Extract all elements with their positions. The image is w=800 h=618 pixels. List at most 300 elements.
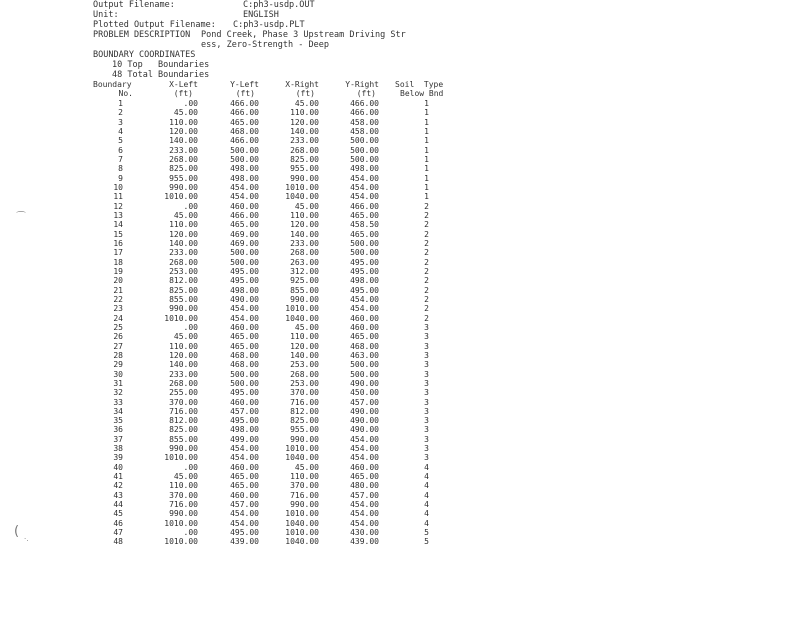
cell-st: 2 bbox=[424, 266, 429, 276]
table-row bbox=[0, 118, 800, 127]
cell-yr: 468.00 bbox=[350, 341, 379, 351]
table-row bbox=[0, 388, 800, 397]
table-row bbox=[0, 174, 800, 183]
cell-yr: 454.00 bbox=[350, 509, 379, 519]
table-row bbox=[0, 127, 800, 136]
cell-yr: 500.00 bbox=[350, 238, 379, 248]
cell-xl: 110.00 bbox=[169, 481, 198, 491]
cell-st: 1 bbox=[424, 192, 429, 202]
cell-xr: 1010.00 bbox=[285, 182, 319, 192]
table-row bbox=[0, 435, 800, 444]
cell-xr: 990.00 bbox=[290, 294, 319, 304]
cell-yr: 457.00 bbox=[350, 490, 379, 500]
cell-yl: 454.00 bbox=[230, 453, 259, 463]
cell-xr: 110.00 bbox=[290, 332, 319, 342]
cell-st: 1 bbox=[424, 145, 429, 155]
cell-xr: 716.00 bbox=[290, 397, 319, 407]
col-header-x-right-unit: (ft) bbox=[295, 89, 315, 98]
cell-no: 39 bbox=[113, 453, 123, 463]
cell-no: 18 bbox=[113, 257, 123, 267]
cell-no: 46 bbox=[113, 518, 123, 528]
cell-yl: 454.00 bbox=[230, 444, 259, 454]
cell-xr: 370.00 bbox=[290, 481, 319, 491]
table-row bbox=[0, 472, 800, 481]
cell-no: 22 bbox=[113, 294, 123, 304]
cell-st: 2 bbox=[424, 201, 429, 211]
cell-xl: 855.00 bbox=[169, 294, 198, 304]
cell-xl: 45.00 bbox=[173, 472, 198, 482]
cell-xl: .00 bbox=[183, 528, 198, 538]
cell-st: 1 bbox=[424, 108, 429, 118]
col-header-y-left-unit: (ft) bbox=[235, 89, 255, 98]
cell-yr: 458.50 bbox=[350, 220, 379, 230]
table-row bbox=[0, 528, 800, 537]
output-filename-label: Output Filename: bbox=[93, 0, 175, 10]
table-row bbox=[0, 332, 800, 341]
cell-yl: 439.00 bbox=[230, 537, 259, 547]
cell-xr: 120.00 bbox=[290, 341, 319, 351]
cell-xl: 716.00 bbox=[169, 406, 198, 416]
cell-no: 32 bbox=[113, 388, 123, 398]
col-header-soil-type: Soil Type bbox=[395, 80, 444, 89]
cell-xr: 263.00 bbox=[290, 257, 319, 267]
cell-yr: 498.00 bbox=[350, 164, 379, 174]
cell-no: 1 bbox=[118, 99, 123, 108]
cell-st: 2 bbox=[424, 220, 429, 230]
table-row bbox=[0, 183, 800, 192]
cell-yr: 454.00 bbox=[350, 500, 379, 510]
cell-no: 23 bbox=[113, 304, 123, 314]
cell-no: 33 bbox=[113, 397, 123, 407]
cell-no: 21 bbox=[113, 285, 123, 295]
table-row bbox=[0, 491, 800, 500]
unit-line bbox=[93, 10, 279, 20]
cell-yr: 460.00 bbox=[350, 462, 379, 472]
cell-xl: 120.00 bbox=[169, 350, 198, 360]
cell-no: 15 bbox=[113, 229, 123, 239]
cell-st: 3 bbox=[424, 425, 429, 435]
table-row bbox=[0, 425, 800, 434]
col-header-no: No. bbox=[118, 89, 133, 98]
cell-no: 2 bbox=[118, 108, 123, 118]
output-filename-value: C:ph3-usdp.OUT bbox=[243, 0, 315, 10]
cell-no: 8 bbox=[118, 164, 123, 174]
boundary-coordinates-title: BOUNDARY COORDINATES bbox=[93, 50, 196, 60]
table-row bbox=[0, 295, 800, 304]
cell-xr: 312.00 bbox=[290, 266, 319, 276]
cell-yl: 495.00 bbox=[230, 416, 259, 426]
cell-xl: 140.00 bbox=[169, 360, 198, 370]
cell-yr: 454.00 bbox=[350, 192, 379, 202]
cell-no: 47 bbox=[113, 528, 123, 538]
cell-no: 20 bbox=[113, 276, 123, 286]
cell-yl: 454.00 bbox=[230, 192, 259, 202]
cell-yl: 465.00 bbox=[230, 341, 259, 351]
cell-yl: 465.00 bbox=[230, 117, 259, 127]
cell-no: 38 bbox=[113, 444, 123, 454]
problem-description-text-2: ess, Zero-Strength - Deep bbox=[201, 40, 329, 50]
cell-xl: 110.00 bbox=[169, 341, 198, 351]
cell-yr: 466.00 bbox=[350, 201, 379, 211]
cell-no: 45 bbox=[113, 509, 123, 519]
cell-xl: 370.00 bbox=[169, 397, 198, 407]
col-header-below-bnd: Below Bnd bbox=[400, 89, 444, 98]
table-row bbox=[0, 286, 800, 295]
cell-yr: 500.00 bbox=[350, 154, 379, 164]
cell-xr: 110.00 bbox=[290, 108, 319, 118]
cell-xr: 1010.00 bbox=[285, 509, 319, 519]
cell-no: 19 bbox=[113, 266, 123, 276]
cell-yr: 490.00 bbox=[350, 416, 379, 426]
cell-yl: 498.00 bbox=[230, 425, 259, 435]
cell-no: 14 bbox=[113, 220, 123, 230]
cell-xr: 825.00 bbox=[290, 416, 319, 426]
cell-yl: 454.00 bbox=[230, 313, 259, 323]
cell-xl: 1010.00 bbox=[164, 518, 198, 528]
cell-xl: 45.00 bbox=[173, 210, 198, 220]
cell-yr: 454.00 bbox=[350, 453, 379, 463]
cell-yr: 466.00 bbox=[350, 108, 379, 118]
cell-xl: 990.00 bbox=[169, 182, 198, 192]
cell-xl: 255.00 bbox=[169, 388, 198, 398]
table-row bbox=[0, 519, 800, 528]
cell-xr: 1010.00 bbox=[285, 304, 319, 314]
cell-xr: 1010.00 bbox=[285, 528, 319, 538]
cell-no: 3 bbox=[118, 117, 123, 127]
cell-st: 3 bbox=[424, 388, 429, 398]
cell-st: 2 bbox=[424, 285, 429, 295]
cell-no: 40 bbox=[113, 462, 123, 472]
cell-xr: 110.00 bbox=[290, 472, 319, 482]
cell-xl: .00 bbox=[183, 322, 198, 332]
cell-st: 4 bbox=[424, 490, 429, 500]
cell-xl: 990.00 bbox=[169, 509, 198, 519]
cell-yr: 430.00 bbox=[350, 528, 379, 538]
col-header-y-right-unit: (ft) bbox=[356, 89, 376, 98]
cell-st: 1 bbox=[424, 99, 429, 108]
cell-yl: 454.00 bbox=[230, 182, 259, 192]
cell-xl: 825.00 bbox=[169, 285, 198, 295]
cell-xl: 110.00 bbox=[169, 117, 198, 127]
top-boundaries-count: 10 Top Boundaries bbox=[112, 60, 210, 70]
cell-xr: 1040.00 bbox=[285, 192, 319, 202]
cell-yl: 468.00 bbox=[230, 360, 259, 370]
cell-yl: 465.00 bbox=[230, 472, 259, 482]
cell-yr: 490.00 bbox=[350, 378, 379, 388]
cell-yr: 454.00 bbox=[350, 304, 379, 314]
output-filename-line bbox=[93, 0, 315, 10]
cell-yl: 495.00 bbox=[230, 266, 259, 276]
cell-st: 2 bbox=[424, 276, 429, 286]
cell-no: 25 bbox=[113, 322, 123, 332]
cell-yr: 500.00 bbox=[350, 145, 379, 155]
cell-xr: 825.00 bbox=[290, 154, 319, 164]
cell-xl: 45.00 bbox=[173, 108, 198, 118]
table-row bbox=[0, 398, 800, 407]
cell-yl: 498.00 bbox=[230, 285, 259, 295]
cell-st: 2 bbox=[424, 210, 429, 220]
cell-xr: 1040.00 bbox=[285, 453, 319, 463]
cell-yl: 465.00 bbox=[230, 220, 259, 230]
cell-yr: 454.00 bbox=[350, 294, 379, 304]
cell-yl: 460.00 bbox=[230, 462, 259, 472]
cell-xl: 268.00 bbox=[169, 154, 198, 164]
cell-xr: 140.00 bbox=[290, 126, 319, 136]
problem-description-line bbox=[93, 30, 406, 40]
cell-st: 1 bbox=[424, 164, 429, 174]
cell-no: 34 bbox=[113, 406, 123, 416]
cell-no: 17 bbox=[113, 248, 123, 258]
table-row bbox=[0, 314, 800, 323]
cell-yl: 457.00 bbox=[230, 406, 259, 416]
cell-yr: 495.00 bbox=[350, 266, 379, 276]
table-row bbox=[0, 220, 800, 229]
cell-yl: 460.00 bbox=[230, 397, 259, 407]
cell-st: 3 bbox=[424, 434, 429, 444]
cell-yl: 465.00 bbox=[230, 332, 259, 342]
cell-st: 5 bbox=[424, 537, 429, 547]
cell-yl: 500.00 bbox=[230, 154, 259, 164]
cell-xr: 45.00 bbox=[294, 201, 319, 211]
col-header-y-right: Y-Right bbox=[345, 80, 379, 89]
cell-xl: 268.00 bbox=[169, 378, 198, 388]
cell-xr: 268.00 bbox=[290, 145, 319, 155]
cell-st: 2 bbox=[424, 257, 429, 267]
cell-no: 24 bbox=[113, 313, 123, 323]
cell-yr: 498.00 bbox=[350, 276, 379, 286]
cell-no: 26 bbox=[113, 332, 123, 342]
col-header-x-left: X-Left bbox=[169, 80, 198, 89]
cell-yr: 490.00 bbox=[350, 425, 379, 435]
cell-yl: 500.00 bbox=[230, 378, 259, 388]
plotted-filename-line bbox=[93, 20, 305, 30]
cell-no: 13 bbox=[113, 210, 123, 220]
cell-yr: 500.00 bbox=[350, 136, 379, 146]
table-row bbox=[0, 99, 800, 108]
cell-xr: 955.00 bbox=[290, 425, 319, 435]
cell-xr: 120.00 bbox=[290, 220, 319, 230]
cell-xl: 233.00 bbox=[169, 145, 198, 155]
cell-xr: 140.00 bbox=[290, 350, 319, 360]
cell-yl: 454.00 bbox=[230, 509, 259, 519]
cell-yl: 500.00 bbox=[230, 257, 259, 267]
cell-st: 2 bbox=[424, 294, 429, 304]
cell-no: 41 bbox=[113, 472, 123, 482]
cell-st: 4 bbox=[424, 518, 429, 528]
cell-xr: 140.00 bbox=[290, 229, 319, 239]
table-row bbox=[0, 444, 800, 453]
cell-yl: 457.00 bbox=[230, 500, 259, 510]
cell-yl: 466.00 bbox=[230, 99, 259, 108]
table-row bbox=[0, 304, 800, 313]
cell-yl: 460.00 bbox=[230, 322, 259, 332]
cell-st: 4 bbox=[424, 481, 429, 491]
cell-st: 1 bbox=[424, 154, 429, 164]
cell-no: 42 bbox=[113, 481, 123, 491]
cell-st: 1 bbox=[424, 136, 429, 146]
table-row bbox=[0, 108, 800, 117]
cell-yr: 454.00 bbox=[350, 518, 379, 528]
cell-xr: 253.00 bbox=[290, 378, 319, 388]
cell-yr: 465.00 bbox=[350, 472, 379, 482]
cell-xl: 268.00 bbox=[169, 257, 198, 267]
cell-yl: 498.00 bbox=[230, 173, 259, 183]
scan-mark: ⌒ bbox=[16, 212, 26, 223]
cell-st: 4 bbox=[424, 509, 429, 519]
cell-xr: 268.00 bbox=[290, 248, 319, 258]
cell-xr: 990.00 bbox=[290, 173, 319, 183]
cell-xr: 1040.00 bbox=[285, 537, 319, 547]
cell-yr: 466.00 bbox=[350, 99, 379, 108]
table-row bbox=[0, 453, 800, 462]
plotted-filename-value: C:ph3-usdp.PLT bbox=[233, 20, 305, 30]
cell-no: 37 bbox=[113, 434, 123, 444]
cell-yl: 466.00 bbox=[230, 136, 259, 146]
cell-no: 6 bbox=[118, 145, 123, 155]
cell-yr: 500.00 bbox=[350, 369, 379, 379]
total-boundaries-count: 48 Total Boundaries bbox=[112, 70, 210, 80]
table-row bbox=[0, 155, 800, 164]
cell-xl: 812.00 bbox=[169, 416, 198, 426]
cell-yr: 460.00 bbox=[350, 313, 379, 323]
cell-xl: 233.00 bbox=[169, 369, 198, 379]
cell-st: 4 bbox=[424, 500, 429, 510]
table-row bbox=[0, 239, 800, 248]
cell-xr: 955.00 bbox=[290, 164, 319, 174]
problem-description-label: PROBLEM DESCRIPTION bbox=[93, 30, 191, 40]
cell-xl: 825.00 bbox=[169, 425, 198, 435]
cell-xr: 716.00 bbox=[290, 490, 319, 500]
cell-no: 28 bbox=[113, 350, 123, 360]
cell-yr: 454.00 bbox=[350, 173, 379, 183]
table-row bbox=[0, 276, 800, 285]
cell-no: 48 bbox=[113, 537, 123, 547]
cell-no: 7 bbox=[118, 154, 123, 164]
cell-yr: 465.00 bbox=[350, 229, 379, 239]
cell-xl: 140.00 bbox=[169, 238, 198, 248]
cell-yr: 500.00 bbox=[350, 360, 379, 370]
cell-st: 3 bbox=[424, 378, 429, 388]
cell-xr: 233.00 bbox=[290, 136, 319, 146]
cell-st: 3 bbox=[424, 406, 429, 416]
cell-yl: 468.00 bbox=[230, 126, 259, 136]
cell-xr: 120.00 bbox=[290, 117, 319, 127]
cell-xl: 990.00 bbox=[169, 444, 198, 454]
cell-st: 3 bbox=[424, 397, 429, 407]
cell-xl: 140.00 bbox=[169, 136, 198, 146]
scan-mark: ·. bbox=[24, 535, 29, 543]
cell-yl: 460.00 bbox=[230, 201, 259, 211]
cell-st: 3 bbox=[424, 444, 429, 454]
table-row bbox=[0, 463, 800, 472]
cell-no: 9 bbox=[118, 173, 123, 183]
cell-st: 3 bbox=[424, 416, 429, 426]
cell-yr: 490.00 bbox=[350, 406, 379, 416]
cell-yl: 460.00 bbox=[230, 490, 259, 500]
cell-no: 44 bbox=[113, 500, 123, 510]
table-row bbox=[0, 416, 800, 425]
cell-xr: 233.00 bbox=[290, 238, 319, 248]
cell-xl: 45.00 bbox=[173, 332, 198, 342]
cell-st: 3 bbox=[424, 360, 429, 370]
cell-xr: 812.00 bbox=[290, 406, 319, 416]
cell-no: 11 bbox=[113, 192, 123, 202]
cell-yr: 454.00 bbox=[350, 444, 379, 454]
cell-xr: 268.00 bbox=[290, 369, 319, 379]
cell-no: 30 bbox=[113, 369, 123, 379]
cell-yr: 465.00 bbox=[350, 332, 379, 342]
cell-xl: 812.00 bbox=[169, 276, 198, 286]
table-row bbox=[0, 481, 800, 490]
table-row bbox=[0, 509, 800, 518]
cell-xr: 1010.00 bbox=[285, 444, 319, 454]
col-header-x-left-unit: (ft) bbox=[173, 89, 193, 98]
cell-no: 43 bbox=[113, 490, 123, 500]
scan-mark: ( bbox=[14, 524, 20, 539]
cell-yr: 454.00 bbox=[350, 182, 379, 192]
cell-no: 4 bbox=[118, 126, 123, 136]
table-row bbox=[0, 136, 800, 145]
table-row bbox=[0, 370, 800, 379]
cell-st: 3 bbox=[424, 369, 429, 379]
cell-yr: 458.00 bbox=[350, 117, 379, 127]
cell-yl: 500.00 bbox=[230, 369, 259, 379]
col-header-boundary: Boundary bbox=[93, 80, 132, 89]
cell-xl: 1010.00 bbox=[164, 192, 198, 202]
cell-xl: 120.00 bbox=[169, 229, 198, 239]
cell-st: 2 bbox=[424, 229, 429, 239]
cell-no: 16 bbox=[113, 238, 123, 248]
table-row bbox=[0, 342, 800, 351]
cell-yr: 454.00 bbox=[350, 434, 379, 444]
cell-xr: 990.00 bbox=[290, 500, 319, 510]
problem-description-text-1: Pond Creek, Phase 3 Upstream Driving Str bbox=[201, 30, 406, 40]
cell-yr: 465.00 bbox=[350, 210, 379, 220]
cell-yl: 468.00 bbox=[230, 350, 259, 360]
cell-yr: 500.00 bbox=[350, 248, 379, 258]
table-row bbox=[0, 230, 800, 239]
table-row bbox=[0, 407, 800, 416]
cell-yr: 463.00 bbox=[350, 350, 379, 360]
table-row bbox=[0, 267, 800, 276]
cell-st: 2 bbox=[424, 313, 429, 323]
cell-no: 35 bbox=[113, 416, 123, 426]
cell-xr: 925.00 bbox=[290, 276, 319, 286]
cell-xl: .00 bbox=[183, 462, 198, 472]
cell-yr: 480.00 bbox=[350, 481, 379, 491]
cell-no: 29 bbox=[113, 360, 123, 370]
table-row bbox=[0, 192, 800, 201]
cell-no: 31 bbox=[113, 378, 123, 388]
unit-value: ENGLISH bbox=[243, 10, 279, 20]
cell-yl: 500.00 bbox=[230, 145, 259, 155]
cell-yr: 460.00 bbox=[350, 322, 379, 332]
cell-xr: 45.00 bbox=[294, 322, 319, 332]
cell-yl: 466.00 bbox=[230, 210, 259, 220]
col-header-x-right: X-Right bbox=[285, 80, 319, 89]
cell-xr: 855.00 bbox=[290, 285, 319, 295]
table-row bbox=[0, 379, 800, 388]
cell-st: 1 bbox=[424, 117, 429, 127]
cell-st: 1 bbox=[424, 126, 429, 136]
cell-yr: 457.00 bbox=[350, 397, 379, 407]
cell-st: 2 bbox=[424, 238, 429, 248]
boundary-table-body bbox=[0, 99, 800, 547]
cell-xr: 110.00 bbox=[290, 210, 319, 220]
cell-xr: 370.00 bbox=[290, 388, 319, 398]
cell-xl: 825.00 bbox=[169, 164, 198, 174]
cell-xl: .00 bbox=[183, 99, 198, 108]
